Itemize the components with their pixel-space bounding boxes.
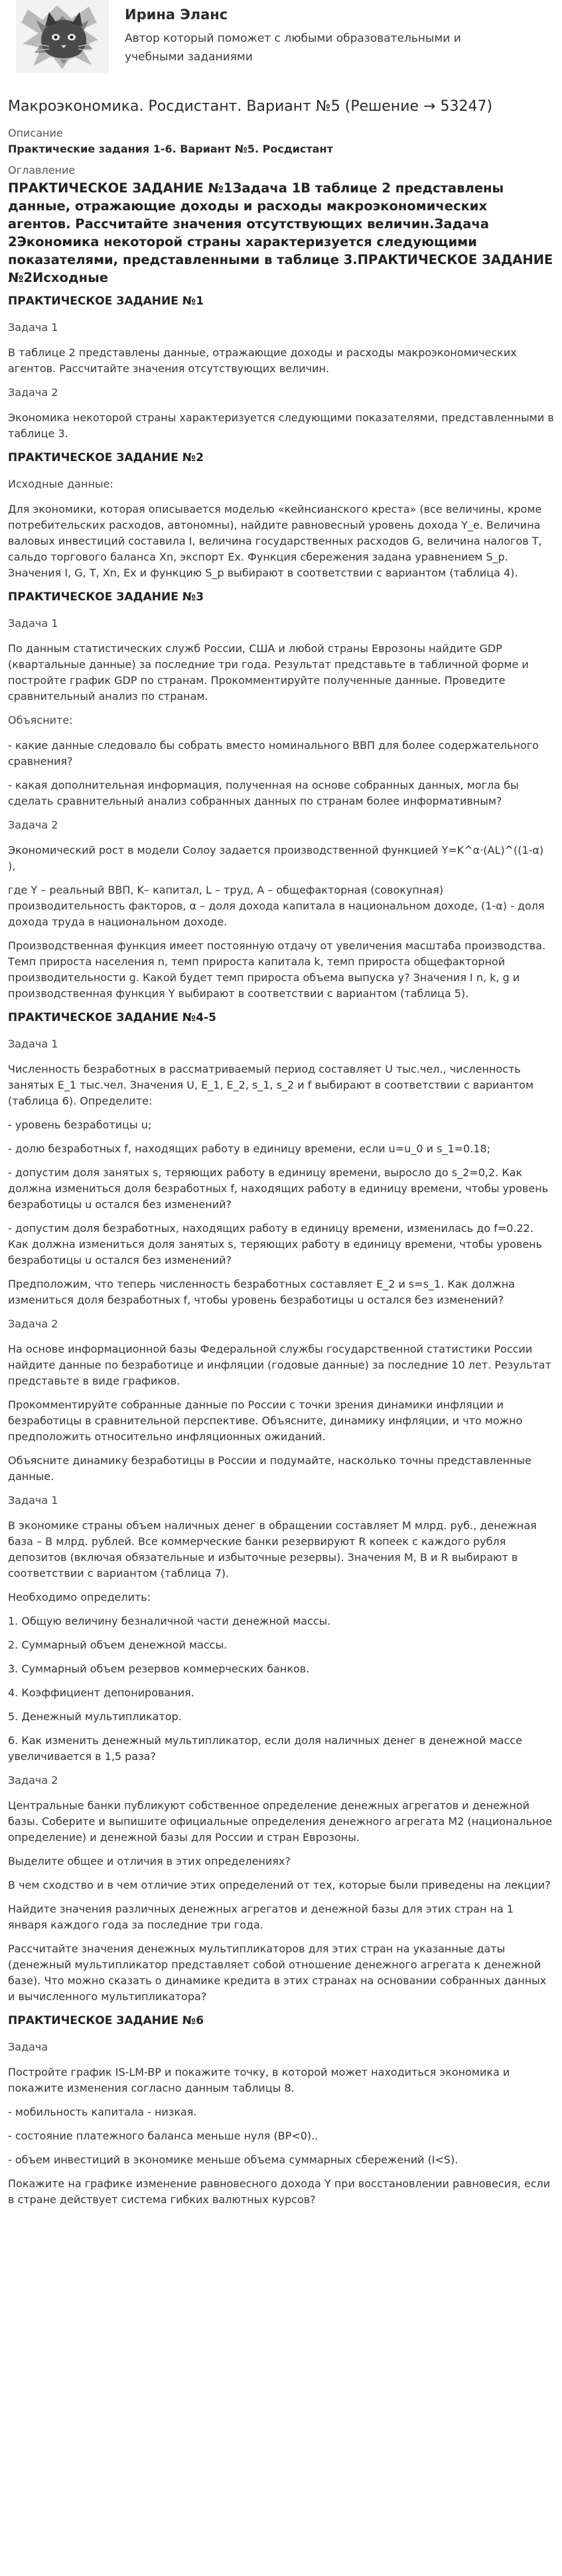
task-paragraph: - объем инвестиций в экономике меньше объема суммарных сбережений (I<S).: [8, 2153, 458, 2166]
task-paragraph: Объясните динамику безработицы в России и подумайте, насколько точны представленные данные.: [8, 1454, 531, 1483]
section-heading: ПРАКТИЧЕСКОЕ ЗАДАНИЕ №6: [8, 2014, 204, 2027]
task-paragraph: Рассчитайте значения денежных мультипликаторов для этих стран на указанные даты (денежный мультипликатор представляет собой отношение денежного агрегата к денежной базе). Что можно сказать о динамике кредита в этих странах на основании собранных данных и вычисленного мультипликатора?: [8, 1942, 547, 2003]
task-subheading: Задача 2: [8, 386, 58, 399]
task-subheading: Задача 2: [8, 1318, 58, 1330]
task-paragraph: - допустим доля безработных, находящих работу в единицу времени, изменилась до f=0.22. Как должна измениться доля занятых s, теряющих работу в единицу времени, чтобы уровень безработицы u остался без изменений?: [8, 1222, 543, 1266]
document-body: [8, 293, 554, 2208]
task-paragraph: В экономике страны объем наличных денег в обращении составляет M млрд. руб., денежная база – B млрд. рублей. Все коммерческие банки резервируют R копеек с каждого рубля депозитов (включая обязательные и избыточные резервы). Значения M, B и R выбирают в соответствии с вариантом (таблица 7).: [8, 1519, 537, 1580]
task-paragraph: Численность безработных в рассматриваемый период составляет U тыс.чел., численность занятых E_1 тыс.чел. Значения U, E_1, E_2, s_1, s_2 и f выбирают в соответствии с вариантом (таблица 6). Определите:: [8, 1063, 534, 1107]
task-paragraph: Экономика некоторой страны характеризуется следующими показателями, представленными в таблице 3.: [8, 411, 554, 440]
task-subheading: Задача 1: [8, 1494, 58, 1507]
task-section: [8, 1010, 554, 2005]
page-title: Макроэкономика. Росдистант. Вариант №5 (Решение → 53247): [8, 98, 493, 115]
author-card: [8, 0, 554, 78]
task-paragraph: Найдите значения различных денежных агрегатов и денежной базы для этих стран на 1 января каждого года за последние три года.: [8, 1903, 514, 1931]
task-paragraph: 3. Суммарный объем резервов коммерческих банков.: [8, 1662, 310, 1675]
task-paragraph: В таблице 2 представлены данные, отражающие доходы и расходы макроэкономических агентов. Рассчитайте значения отсутствующих величин.: [8, 346, 517, 375]
section-heading: ПРАКТИЧЕСКОЕ ЗАДАНИЕ №1: [8, 295, 204, 308]
task-paragraph: 5. Денежный мультипликатор.: [8, 1710, 182, 1723]
task-subheading: Задача 1: [8, 1038, 58, 1050]
task-paragraph: - уровень безработицы u;: [8, 1119, 152, 1131]
author-name[interactable]: Ирина Эланс: [125, 7, 228, 23]
task-paragraph: - какие данные следовало бы собрать вместо номинального ВВП для более содержательного сравнения?: [8, 739, 539, 768]
toc-text: ПРАКТИЧЕСКОЕ ЗАДАНИЕ №1Задача 1В таблице 2 представлены данные, отражающие доходы и расходы макроэкономических агентов. Рассчитайте значения отсутствующих величин.Задача 2Экономика некоторой страны характеризуется следующими показателями, представленными в таблице 3.ПРАКТИЧЕСКОЕ ЗАДАНИЕ №2Исходные: [8, 180, 553, 285]
task-section: [8, 450, 554, 581]
author-bio: Автор который поможет с любыми образовательными и учебными заданиями: [125, 32, 461, 64]
task-subheading: Задача 1: [8, 617, 58, 630]
task-paragraph: - какая дополнительная информация, полученная на основе собранных данных, могла бы сделать сравнительный анализ собранных данных по странам более информативным?: [8, 779, 519, 807]
task-paragraph: 6. Как изменить денежный мультипликатор, если доля наличных денег в денежной массе увеличивается в 1,5 раза?: [8, 1734, 522, 1763]
avatar[interactable]: [16, 0, 109, 73]
task-paragraph: Производственная функция имеет постоянную отдачу от увеличения масштаба производства. Темп прироста населения n, темп прироста капитала k, темп прироста общефакторной производительности g. Какой будет темп прироста объема выпуска y? Значения I n, k, g и производственная функция Y выбирают в соответствии с вариантом (таблица 5).: [8, 939, 546, 1000]
task-subheading: Объясните:: [8, 714, 73, 726]
task-paragraph: Покажите на графике изменение равновесного дохода Y при восстановлении равновесия, если в стране действует система гибких валютных курсов?: [8, 2177, 551, 2206]
task-paragraph: В чем сходство и в чем отличие этих определений от тех, которые были приведены на лекции?: [8, 1879, 551, 1891]
task-paragraph: 1. Общую величину безналичной части денежной массы.: [8, 1615, 331, 1627]
task-paragraph: Прокомментируйте собранные данные по России с точки зрения динамики инфляции и безработицы в сравнительной перспективе. Объясните, динамику инфляции, и что можно предположить относительно инфляционных ожиданий.: [8, 1398, 523, 1443]
cat-avatar-icon: [16, 0, 109, 73]
task-paragraph: Экономический рост в модели Солоу задается производственной функцией Y=K^α·(AL)^((1-α) ),: [8, 844, 544, 872]
task-section: [8, 589, 554, 1002]
task-paragraph: Центральные банки публикуют собственное определение денежных агрегатов и денежной базы. Соберите и выпишите официальные определения денежного агрегата M2 (национальное определение) и денежной базы для России и стран Еврозоны.: [8, 1799, 553, 1844]
task-paragraph: 4. Коэффициент депонирования.: [8, 1686, 194, 1699]
toc-label: Оглавление: [8, 164, 76, 176]
task-paragraph: Необходимо определить:: [8, 1591, 151, 1603]
task-paragraph: На основе информационной базы Федеральной службы государственной статистики России найдите данные по безработице и инфляции (годовые данные) за последние 10 лет. Результат представьте в виде графиков.: [8, 1343, 551, 1387]
task-paragraph: где Y – реальный ВВП, K– капитал, L – труд, A – общефакторная (совокупная) производительность факторов, α – доля дохода капитала в национальном доходе, (1-α) - доля дохода труда в национальном доходе.: [8, 884, 545, 928]
task-paragraph: Выделите общее и отличия в этих определениях?: [8, 1855, 291, 1867]
task-subheading: Задача 1: [8, 321, 58, 334]
description-label: Описание: [8, 127, 63, 139]
task-subheading: Задача 2: [8, 1774, 58, 1787]
task-paragraph: - мобильность капитала - низкая.: [8, 2106, 197, 2118]
task-paragraph: Постройте график IS-LM-BP и покажите точку, в которой может находиться экономика и покажите изменения согласно данным таблицы 8.: [8, 2066, 510, 2094]
task-paragraph: - состояние платежного баланса меньше нуля (BP<0)..: [8, 2130, 318, 2142]
task-paragraph: Для экономики, которая описывается моделью «кейнсианского креста» (все величины, кроме потребительских расходов, автономны), найдите равновесный уровень дохода Y_e. Величина валовых инвестиций составила I, величина государственных расходов G, величина налогов T, сальдо торгового баланса Xn, экспорт Ex. Функция сбережения задана уравнением S_p. Значения I, G, T, Xn, Ex и функцию S_p выбирают в соответствии с вариантом (таблица 4).: [8, 503, 542, 579]
task-section: [8, 293, 554, 442]
task-paragraph: - долю безработных f, находящих работу в единицу времени, если u=u_0 и s_1=0.18;: [8, 1142, 491, 1155]
task-section: [8, 2013, 554, 2208]
section-heading: ПРАКТИЧЕСКОЕ ЗАДАНИЕ №2: [8, 451, 204, 464]
task-subheading: Задача 2: [8, 819, 58, 831]
task-subheading: Задача: [8, 2041, 48, 2053]
task-paragraph: - допустим доля занятых s, теряющих работу в единицу времени, выросло до s_2=0,2. Как должна измениться доля безработных f, находящих работу в единицу времени, чтобы уровень безработицы u остался без изменений?: [8, 1166, 549, 1211]
section-heading: ПРАКТИЧЕСКОЕ ЗАДАНИЕ №4-5: [8, 1011, 216, 1024]
section-heading: ПРАКТИЧЕСКОЕ ЗАДАНИЕ №3: [8, 590, 204, 604]
task-paragraph: 2. Суммарный объем денежной массы.: [8, 1639, 228, 1651]
task-paragraph: Предположим, что теперь численность безработных составляет E_2 и s=s_1. Как должна измениться доля безработных f, чтобы уровень безработицы u остался без изменений?: [8, 1278, 516, 1306]
description-text: Практические задания 1-6. Вариант №5. Росдистант: [8, 143, 333, 155]
task-paragraph: По данным статистических служб России, США и любой страны Еврозоны найдите GDP (квартальные данные) за последние три года. Результат представьте в табличной форме и постройте график GDP по странам. Прокомментируйте полученные данные. Проведите сравнительный анализ по странам.: [8, 642, 529, 703]
task-subheading: Исходные данные:: [8, 478, 113, 490]
